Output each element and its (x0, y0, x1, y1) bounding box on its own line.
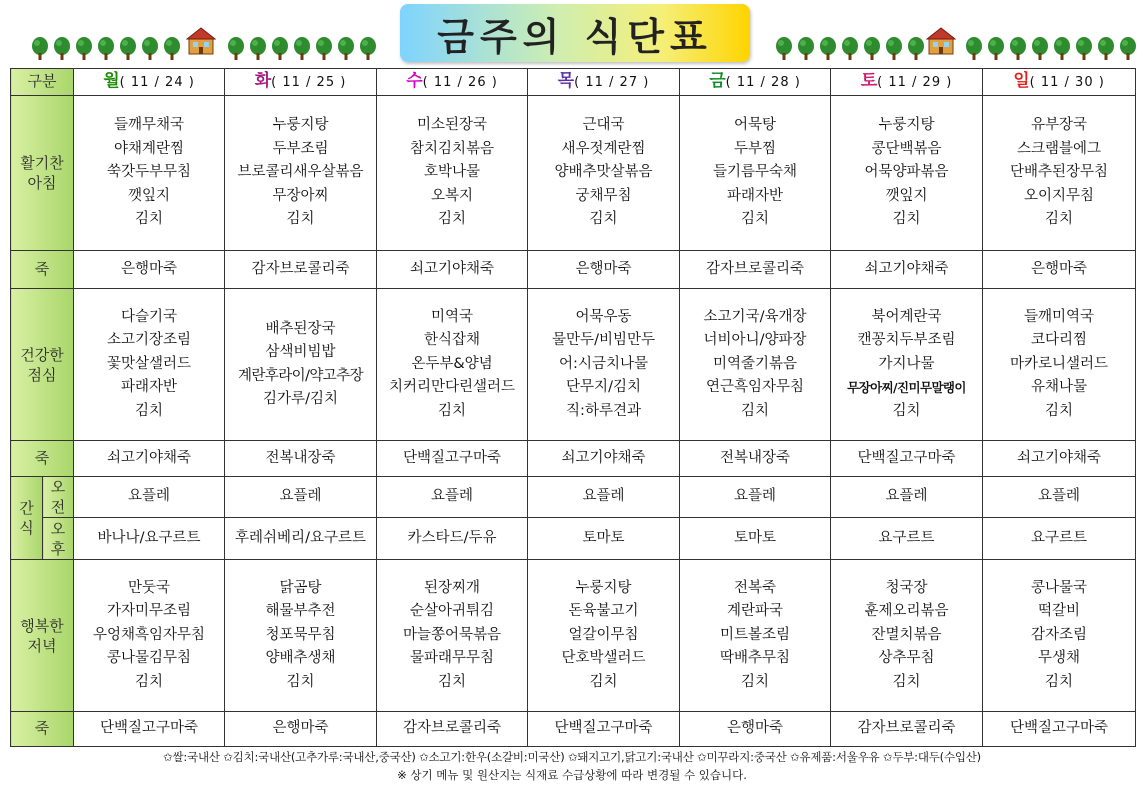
tree-icon (74, 36, 94, 60)
dish-item: 근대국 (582, 117, 625, 134)
dish-item: 마카로니샐러드 (1009, 355, 1109, 372)
dish-item: 무장아찌/진미무말랭이 (847, 380, 966, 396)
breakfast-porridge-cell: 쇠고기야채죽 (831, 251, 983, 289)
dish-item: 유부장국 (1031, 117, 1088, 134)
dish-item: 김치 (135, 402, 164, 419)
snack-pm-cell: 카스타드/두유 (377, 518, 528, 560)
tree-icon (884, 36, 904, 60)
snack-am-cell: 요플레 (983, 477, 1136, 518)
header-row (11, 69, 1136, 96)
dish-item: 물만두/비빔만두 (552, 332, 655, 349)
lunch-porridge-cell: 단백질고구마죽 (831, 441, 983, 477)
dish-item: 김치 (286, 673, 315, 690)
dish-item: 오복지 (431, 187, 474, 204)
lunch-porridge-cell: 전복내장죽 (680, 441, 831, 477)
tree-icon (292, 36, 312, 60)
dish-item: 소고기장조림 (106, 332, 192, 349)
dish-item: 감자조림 (1031, 626, 1088, 643)
breakfast-cell (528, 96, 680, 251)
dish-item: 단배추된장무침 (1009, 164, 1109, 181)
dish-item: 김치 (741, 402, 770, 419)
dish-item: 떡갈비 (1038, 603, 1081, 620)
dish-item: 청포묵무침 (265, 626, 336, 643)
house-icon (926, 26, 956, 56)
dish-item: 들깨미역국 (1023, 308, 1095, 325)
dish-item: 김치 (892, 402, 921, 419)
dish-item: 야채계란찜 (113, 140, 185, 157)
lunch-row (11, 289, 1136, 441)
dish-item: 들깨무채국 (113, 117, 185, 134)
lunch-porridge-cell: 단백질고구마죽 (377, 441, 528, 477)
snack-pm-row (11, 518, 1136, 560)
lunch-porridge-cell: 쇠고기야채죽 (528, 441, 680, 477)
dish-item: 물파래무무침 (409, 650, 495, 667)
dish-item: 참치김치볶음 (409, 140, 495, 157)
dish-item: 깻잎지 (128, 187, 171, 204)
lunch-cell (831, 289, 983, 441)
dish-item: 김치 (1045, 673, 1074, 690)
dish-item: 우엉채흑임자무침 (92, 626, 206, 643)
dish-item: 파래자반 (121, 379, 178, 396)
snack-pm-cell: 토마토 (528, 518, 680, 560)
dish-item: 된장찌개 (424, 579, 481, 596)
dinner-porridge-cell: 단백질고구마죽 (74, 712, 225, 747)
snack-pm-cell: 토마토 (680, 518, 831, 560)
menu-table (10, 68, 1136, 747)
day-header-wed: 수( 11 / 26 ) (377, 69, 528, 96)
breakfast-row (11, 96, 1136, 251)
dish-item: 호박나물 (424, 164, 481, 181)
tree-icon (270, 36, 290, 60)
tree-icon (1096, 36, 1116, 60)
dish-item: 양배추맛살볶음 (554, 164, 653, 181)
dish-item: 너비아니/양파장 (703, 332, 807, 349)
dish-item: 전복죽 (734, 579, 777, 596)
tree-icon (314, 36, 334, 60)
dish-item: 누룽지탕 (272, 117, 329, 134)
lunch-porridge-cell: 쇠고기야채죽 (983, 441, 1136, 477)
day-header-mon: 월( 11 / 24 ) (74, 69, 225, 96)
dish-item: 계란후라이/약고추장 (238, 367, 363, 384)
dish-item: 브로콜리새우살볶음 (237, 164, 364, 181)
dinner-porridge-cell: 은행마죽 (225, 712, 377, 747)
lunch-cell (983, 289, 1136, 441)
dish-item: 유채나물 (1031, 379, 1088, 396)
breakfast-cell (831, 96, 983, 251)
tree-icon (140, 36, 160, 60)
dish-item: 콩단백볶음 (871, 140, 942, 157)
dish-item: 계란파국 (727, 603, 784, 620)
lunch-porridge-label: 죽 (11, 441, 74, 477)
dish-item: 얼갈이무침 (568, 626, 639, 643)
day-header-fri: 금( 11 / 28 ) (680, 69, 831, 96)
dish-item: 다슬기국 (121, 308, 178, 325)
snack-am-cell: 요플레 (74, 477, 225, 518)
tree-icon (52, 36, 72, 60)
dish-item: 김치 (438, 673, 467, 690)
dinner-cell (983, 560, 1136, 712)
dish-item: 상추무침 (878, 650, 935, 667)
tree-icon (1052, 36, 1072, 60)
trees-right-decoration (774, 36, 926, 60)
breakfast-porridge-row (11, 251, 1136, 289)
tree-icon (840, 36, 860, 60)
dish-item: 깻잎지 (885, 187, 928, 204)
tree-icon (774, 36, 794, 60)
dish-item: 한식잡채 (424, 332, 481, 349)
snack-am-cell: 요플레 (831, 477, 983, 518)
trees-mid-decoration (226, 36, 378, 60)
dish-item: 미역줄기볶음 (712, 355, 798, 372)
breakfast-porridge-cell: 은행마죽 (74, 251, 225, 289)
dish-item: 김치 (286, 211, 315, 228)
dinner-porridge-cell: 감자브로콜리죽 (831, 712, 983, 747)
dish-item: 어묵양파볶음 (864, 164, 949, 181)
snack-pm-label: 오 후 (43, 518, 74, 560)
tree-icon (336, 36, 356, 60)
dish-item: 어묵우동 (575, 308, 632, 325)
trees-right2-decoration (964, 36, 1138, 60)
lunch-cell (680, 289, 831, 441)
breakfast-porridge-cell: 쇠고기야채죽 (377, 251, 528, 289)
dinner-porridge-cell: 감자브로콜리죽 (377, 712, 528, 747)
dish-item: 닭곰탕 (279, 579, 322, 596)
dish-item: 미소된장국 (416, 117, 488, 134)
dish-item: 새우젓계란찜 (561, 140, 646, 157)
tree-icon (906, 36, 926, 60)
dish-item: 김치 (135, 211, 164, 228)
tree-icon (358, 36, 378, 60)
snack-pm-cell: 요구르트 (983, 518, 1136, 560)
dinner-cell (528, 560, 680, 712)
dish-item: 콩나물김무침 (106, 650, 192, 667)
day-header-sun: 일( 11 / 30 ) (983, 69, 1136, 96)
dish-item: 직:하루견과 (566, 402, 641, 419)
dish-item: 어:시금치나물 (559, 355, 648, 372)
dish-item: 무장아찌 (272, 187, 329, 204)
dish-item: 만둣국 (128, 579, 171, 596)
tree-icon (162, 36, 182, 60)
dish-item: 배추된장국 (265, 320, 336, 337)
dish-item: 파래자반 (727, 187, 784, 204)
dinner-cell (680, 560, 831, 712)
dish-item: 김치 (892, 673, 921, 690)
dish-item: 치커리만다린샐러드 (388, 379, 516, 396)
lunch-porridge-row (11, 441, 1136, 477)
breakfast-porridge-cell: 은행마죽 (528, 251, 680, 289)
dinner-porridge-cell: 은행마죽 (680, 712, 831, 747)
dish-item: 김치 (1045, 211, 1074, 228)
tree-icon (862, 36, 882, 60)
dish-item: 미트볼조림 (719, 626, 791, 643)
snack-pm-cell: 바나나/요구르트 (74, 518, 225, 560)
tree-icon (986, 36, 1006, 60)
dish-item: 김가루/김치 (263, 391, 338, 407)
dinner-cell (377, 560, 528, 712)
breakfast-porridge-cell: 은행마죽 (983, 251, 1136, 289)
dish-item: 김치 (1045, 402, 1074, 419)
breakfast-cell (377, 96, 528, 251)
dish-item: 연근흑임자무침 (705, 379, 805, 396)
dinner-porridge-row (11, 712, 1136, 747)
dinner-cell (225, 560, 377, 712)
dish-item: 어묵탕 (734, 117, 777, 134)
snack-pm-cell: 후레쉬베리/요구르트 (225, 518, 377, 560)
page-title: 금주의 식단표 (437, 14, 713, 59)
dish-item: 오이지무침 (1023, 187, 1095, 204)
dish-item: 마늘쫑어묵볶음 (402, 626, 502, 643)
tree-icon (118, 36, 138, 60)
lunch-porridge-cell: 쇠고기야채죽 (74, 441, 225, 477)
dish-item: 돈육불고기 (568, 603, 639, 620)
day-header-sat: 토( 11 / 29 ) (831, 69, 983, 96)
dish-item: 누룽지탕 (575, 579, 632, 596)
dish-item: 들기름무숙채 (712, 164, 798, 181)
snack-am-cell: 요플레 (377, 477, 528, 518)
dinner-porridge-label: 죽 (11, 712, 74, 747)
lunch-porridge-cell: 전복내장죽 (225, 441, 377, 477)
dish-item: 김치 (135, 673, 164, 690)
change-notice: ※ 상기 메뉴 및 원산지는 식재료 수급상황에 따라 변경될 수 있습니다. (397, 768, 747, 782)
breakfast-cell (74, 96, 225, 251)
category-header: 구분 (11, 69, 74, 96)
lunch-label: 건강한 점심 (11, 289, 74, 441)
lunch-cell (528, 289, 680, 441)
dish-item: 김치 (741, 673, 770, 690)
lunch-cell (225, 289, 377, 441)
dish-item: 딱배추무침 (719, 650, 791, 667)
lunch-cell (377, 289, 528, 441)
tree-icon (796, 36, 816, 60)
dish-item: 해물부추전 (265, 603, 336, 620)
lunch-cell (74, 289, 225, 441)
title-banner (400, 4, 750, 62)
dish-item: 양배추생채 (265, 650, 336, 667)
breakfast-porridge-cell: 감자브로콜리죽 (225, 251, 377, 289)
dish-item: 청국장 (885, 579, 928, 596)
dish-item: 두부찜 (734, 140, 777, 157)
dish-item: 김치 (438, 402, 467, 419)
breakfast-label: 활기찬 아침 (11, 96, 74, 251)
dish-item: 김치 (741, 211, 770, 228)
tree-icon (964, 36, 984, 60)
origin-info: ✩쌀:국내산 ✩김치:국내산(고추가루:국내산,중국산) ✩소고기:한우(소갈비:미국산) ✩돼지고기,닭고기:국내산 ✩미꾸라지:중국산 ✩유제품:서울우유 ✩두부:대두(수입산) (163, 750, 981, 764)
dish-item: 코다리찜 (1031, 332, 1088, 349)
tree-icon (1074, 36, 1094, 60)
tree-icon (96, 36, 116, 60)
breakfast-cell (983, 96, 1136, 251)
dinner-cell (831, 560, 983, 712)
dish-item: 누룽지탕 (878, 117, 935, 134)
breakfast-cell (225, 96, 377, 251)
dish-item: 두부조림 (272, 140, 329, 157)
dish-item: 미역국 (431, 308, 474, 325)
dish-item: 훈제오리볶음 (864, 603, 949, 620)
tree-icon (1118, 36, 1138, 60)
breakfast-porridge-cell: 감자브로콜리죽 (680, 251, 831, 289)
dinner-cell (74, 560, 225, 712)
dish-item: 콩나물국 (1031, 579, 1088, 596)
dish-item: 단호박샐러드 (561, 650, 646, 667)
dish-item: 단무지/김치 (566, 379, 641, 396)
dish-item: 김치 (589, 211, 618, 228)
dish-item: 북어계란국 (871, 308, 942, 325)
tree-icon (248, 36, 268, 60)
snack-am-label: 오 전 (43, 477, 74, 518)
tree-icon (1008, 36, 1028, 60)
dish-item: 스크램블에그 (1016, 140, 1102, 157)
day-header-thu: 목( 11 / 27 ) (528, 69, 680, 96)
snack-am-cell: 요플레 (680, 477, 831, 518)
tree-icon (1030, 36, 1050, 60)
dish-item: 온두부&양념 (411, 355, 493, 372)
dish-item: 캔꽁치두부조림 (857, 332, 956, 349)
tree-icon (818, 36, 838, 60)
dish-item: 소고기국/육개장 (703, 308, 807, 325)
dish-item: 김치 (438, 211, 467, 228)
breakfast-porridge-label: 죽 (11, 251, 74, 289)
snack-am-row (11, 477, 1136, 518)
dinner-row (11, 560, 1136, 712)
dish-item: 꽃맛살샐러드 (106, 355, 192, 372)
house-icon (186, 26, 216, 56)
day-header-tue: 화( 11 / 25 ) (225, 69, 377, 96)
snack-am-cell: 요플레 (528, 477, 680, 518)
dish-item: 삼색비빔밥 (265, 344, 336, 360)
snack-label: 간 식 (11, 477, 43, 560)
dinner-label: 행복한 저녁 (11, 560, 74, 712)
snack-am-cell: 요플레 (225, 477, 377, 518)
dish-item: 순살아귀튀김 (409, 603, 495, 620)
dish-item: 무생채 (1038, 650, 1081, 667)
dish-item: 쑥갓두부무침 (106, 164, 192, 181)
dish-item: 잔멸치볶음 (871, 626, 942, 643)
dish-item: 궁채무침 (575, 187, 632, 204)
dish-item: 김치 (892, 211, 921, 228)
dish-item: 김치 (589, 673, 618, 690)
tree-icon (226, 36, 246, 60)
dinner-porridge-cell: 단백질고구마죽 (983, 712, 1136, 747)
dinner-porridge-cell: 단백질고구마죽 (528, 712, 680, 747)
tree-icon (30, 36, 50, 60)
trees-left-decoration (30, 36, 182, 60)
breakfast-cell (680, 96, 831, 251)
dish-item: 가자미무조림 (106, 603, 192, 620)
dish-item: 가지나물 (878, 355, 935, 372)
snack-pm-cell: 요구르트 (831, 518, 983, 560)
